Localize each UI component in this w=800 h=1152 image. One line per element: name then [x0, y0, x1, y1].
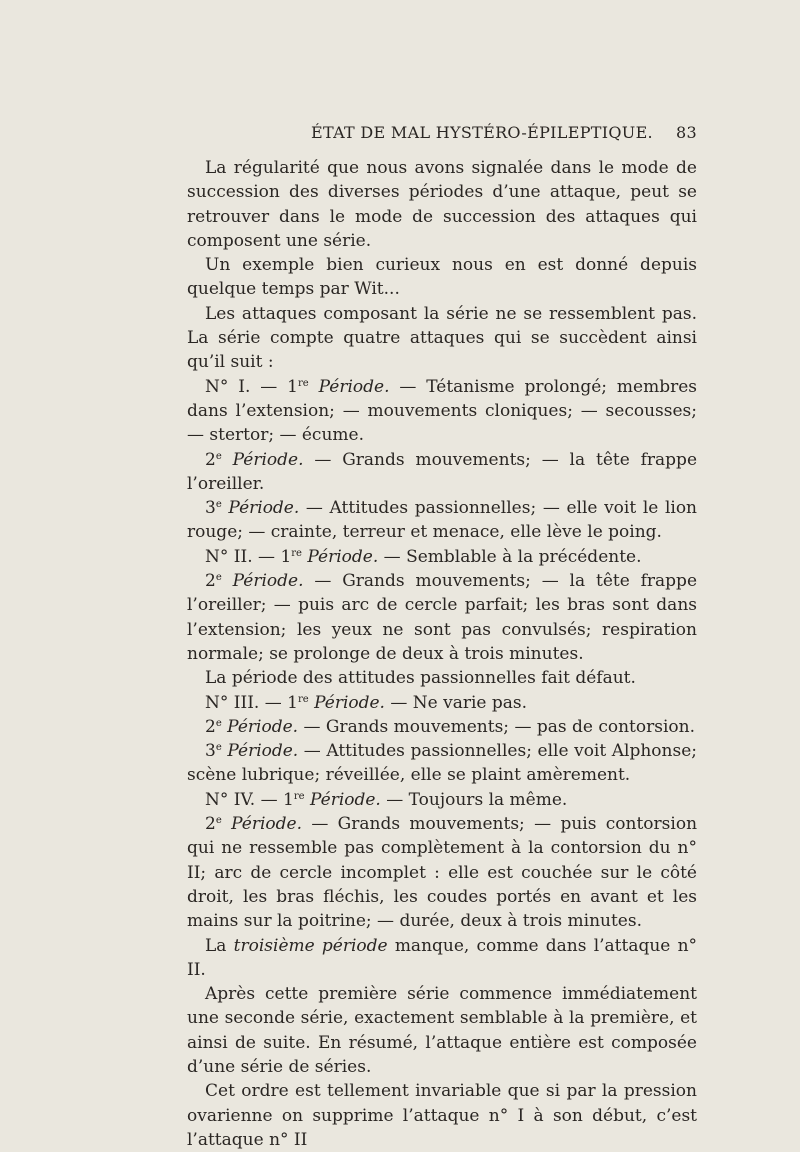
period-ordinal: 2 [205, 449, 216, 470]
paragraph: Un exemple bien curieux nous en est donné depuis quelque temps par Wit... [187, 255, 697, 300]
attack-3-period-3 [187, 739, 697, 788]
period-ordinal: 1 [283, 789, 294, 810]
period-label: Période. [232, 449, 304, 470]
period-ordinal: 2 [205, 716, 216, 737]
period-label: Période. [227, 716, 299, 737]
ordinal-suffix: e [215, 572, 222, 584]
period-text: — Tétanisme prolongé; membres dans l’extension; — mouvements cloniques; — secousses; — stertor; — écume. [187, 376, 697, 446]
running-title: ÉTAT DE MAL HYSTÉRO-ÉPILEPTIQUE. [311, 123, 653, 142]
attack-3-period-1 [187, 691, 697, 715]
page-number: 83 [676, 123, 697, 142]
attack-number: N° III. — [205, 692, 282, 713]
attack-number: N° I. — [205, 376, 278, 397]
period-text: — Toujours la même. [386, 789, 568, 810]
period-ordinal: 3 [205, 741, 216, 762]
attack-2-period-1 [187, 545, 697, 569]
period-text: — Attitudes passionnelles; — elle voit le lion rouge; — crainte, terreur et menace, elle lève le poing. [187, 498, 698, 543]
ordinal-suffix: e [215, 742, 222, 754]
attack-4-period-1 [187, 788, 697, 812]
page-body [187, 156, 697, 1152]
period-text: — Grands mouvements; — la tête frappe l’oreiller. [187, 449, 698, 494]
period-label: Période. [309, 789, 381, 810]
paragraph: Après cette première série commence immédiatement une seconde série, exactement semblable à la première, et ainsi de suite. En résumé, l’attaque entière est composée d’une série de séries. [187, 984, 697, 1077]
period-ordinal: 2 [205, 814, 216, 835]
period-ordinal: 3 [205, 498, 216, 519]
period-label: Période. [231, 814, 302, 835]
period-text: — Semblable à la précédente. [383, 546, 642, 567]
running-header [187, 123, 697, 147]
attack-1-period-2 [187, 448, 697, 497]
ordinal-suffix: e [215, 499, 222, 511]
italic-phrase: troisième période [233, 935, 388, 956]
ordinal-suffix: re [298, 377, 309, 389]
ordinal-suffix: re [297, 693, 309, 705]
period-text: — Ne varie pas. [390, 692, 528, 713]
attack-3-period-2 [187, 715, 697, 739]
period-label: Période. [227, 741, 299, 762]
attack-4-period-2 [187, 812, 697, 933]
period-text: — Attitudes passionnelles; elle voit Alphonse; scène lubrique; réveillée, elle se plaint amèrement. [187, 741, 698, 786]
ordinal-suffix: re [291, 547, 302, 559]
attack-number: N° II. — [205, 546, 276, 567]
period-ordinal: 2 [205, 571, 216, 592]
ordinal-suffix: e [215, 717, 222, 729]
paragraph: La période des attitudes passionnelles fait défaut. [205, 668, 636, 689]
period-ordinal: 1 [287, 376, 298, 397]
paragraph: La régularité que nous avons signalée dans le mode de succession des diverses périodes d’une attaque, peut se retrouver dans le mode de succession des attaques qui composent une série. [187, 158, 697, 251]
paragraph: Les attaques composant la série ne se ressemblent pas. La série compte quatre attaques qui se succèdent ainsi qu’il suit : [187, 303, 697, 373]
ordinal-suffix: e [215, 450, 222, 462]
paragraph: Cet ordre est tellement invariable que si par la pression ovarienne on supprime l’attaque n° I à son début, c’est l’attaque n° II [187, 1081, 697, 1150]
ordinal-suffix: e [215, 815, 222, 827]
period-label: Période. [318, 376, 390, 397]
attack-1-period-1 [187, 375, 697, 448]
period-label: Période. [232, 571, 304, 592]
period-label: Période. [228, 498, 300, 519]
attack-2-period-2 [187, 569, 697, 666]
attack-1-period-3 [187, 496, 697, 545]
period-label: Période. [307, 546, 379, 567]
ordinal-suffix: re [293, 790, 305, 802]
period-ordinal: 1 [280, 546, 292, 567]
period-label: Période. [314, 692, 385, 713]
attack-number: N° IV. — [205, 789, 278, 810]
period-ordinal: 1 [287, 692, 298, 713]
text-fragment: manque, comme dans l’attaque n° II. [187, 935, 698, 980]
period-text: — Grands mouvements; — puis contorsion qui ne ressemble pas complètement à la contorsion du n° II; arc de cercle incomplet : elle est couchée sur le côté droit, les bras fléchis, les coudes portés en avant et les mains sur la poitrine; — durée, deux à trois minutes. [187, 814, 698, 932]
period-text: — Grands mouvements; — pas de contorsion. [303, 716, 695, 737]
attack-4-period-3 [187, 934, 697, 983]
text-fragment: La [205, 935, 227, 956]
period-text: — Grands mouvements; — la tête frappe l’oreiller; — puis arc de cercle parfait; les bras sont dans l’extension; les yeux ne sont pas convulsés; respiration normale; se prolonge de deux à trois minutes. [187, 571, 698, 664]
